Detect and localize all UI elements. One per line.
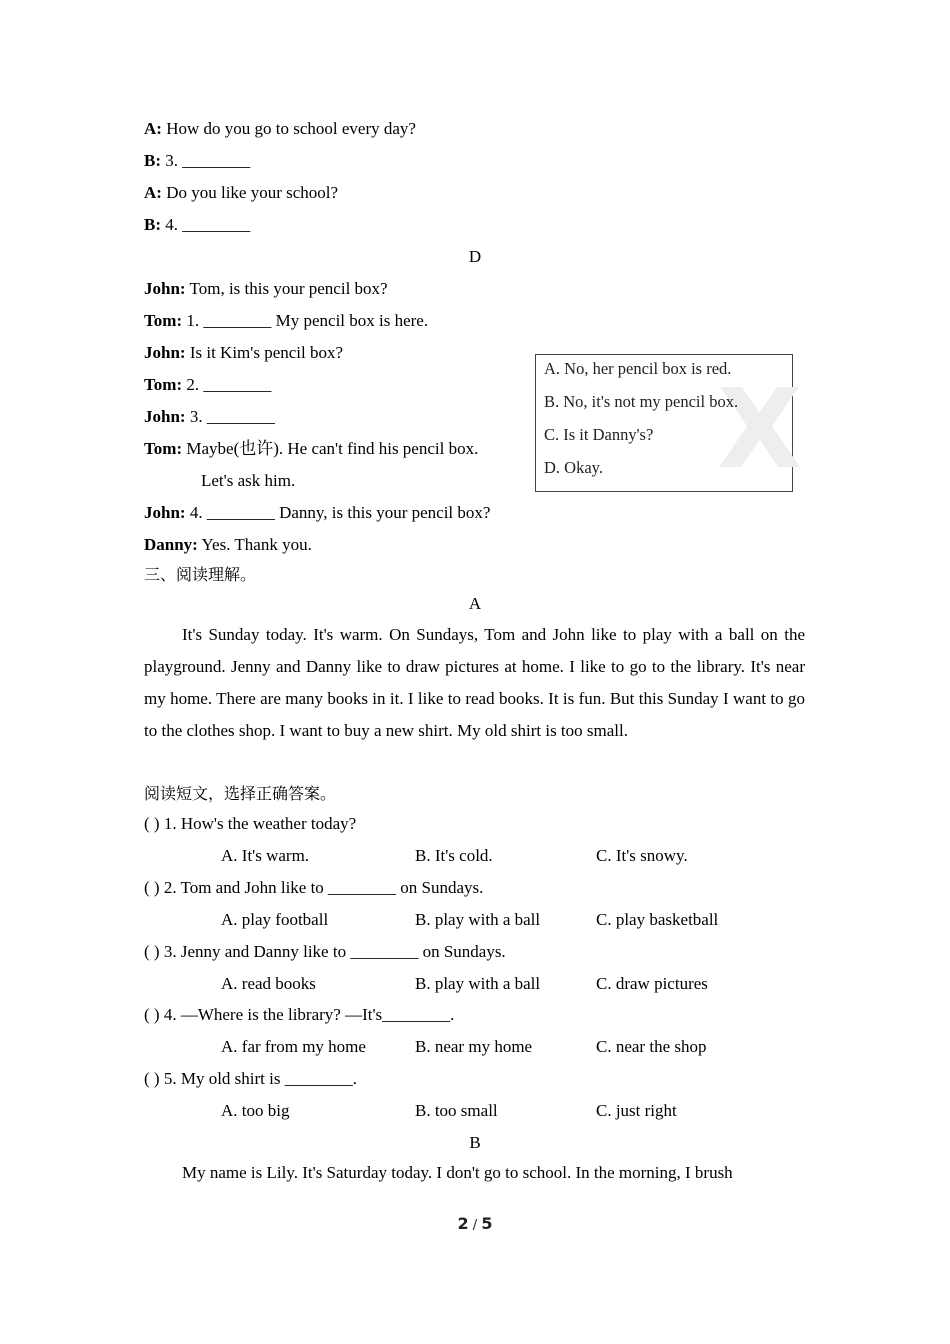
dialogue-line: Tom: 1. ________ My pencil box is here. — [144, 311, 429, 330]
dialogue-line: John: 4. ________ Danny, is this your pencil box? — [144, 503, 491, 522]
passage-b-title: B — [469, 1133, 481, 1152]
option-b: B. It's cold. — [415, 846, 493, 865]
dialogue-line: John: 3. ________ — [144, 407, 275, 426]
dialogue-line: A: How do you go to school every day? — [144, 119, 416, 138]
option-a: A. It's warm. — [221, 846, 310, 865]
dialogue-line: B: 3. ________ — [144, 151, 251, 170]
option-a: A. read books — [221, 974, 316, 993]
question: ( ) 5. My old shirt is ________. — [144, 1069, 357, 1088]
dialogue-line: A: Do you like your school? — [144, 183, 339, 202]
passage-a: It's Sunday today. It's warm. On Sundays, Tom and John like to play with a ball on the playground. Jenny and Danny like to draw pictures at home. I like to go to the library. It's near my home. There are many books in it. I like to read books. It is fun. But this Sunday I want to go to the clothes shop. I want to buy a new shirt. My old shirt is too small. — [144, 625, 805, 740]
section-d-title: D — [468, 247, 482, 266]
option-c: C. just right — [596, 1101, 677, 1120]
watermark: X — [717, 365, 802, 493]
question: ( ) 3. Jenny and Danny like to ________ on Sundays. — [144, 942, 506, 961]
option-b: B. too small — [415, 1101, 498, 1120]
dialogue-line: John: Tom, is this your pencil box? — [144, 279, 388, 298]
question: ( ) 1. How's the weather today? — [144, 814, 357, 833]
option-c: C. It's snowy. — [596, 846, 688, 865]
option-a: A. play football — [221, 910, 329, 929]
choice-option: D. Okay. — [544, 458, 603, 477]
dialogue-line: John: Is it Kim's pencil box? — [144, 343, 344, 362]
question: ( ) 4. —Where is the library? —It's________. — [144, 1005, 455, 1024]
choice-option: A. No, her pencil box is red. — [544, 359, 732, 378]
option-c: C. near the shop — [596, 1037, 707, 1056]
option-b: B. play with a ball — [415, 974, 541, 993]
passage-b: My name is Lily. It's Saturday today. I don't go to school. In the morning, I brush — [182, 1163, 733, 1182]
question: ( ) 2. Tom and John like to ________ on Sundays. — [144, 878, 484, 897]
page-number: 2 / 5 — [457, 1214, 493, 1233]
option-a: A. far from my home — [221, 1037, 366, 1056]
option-c: C. play basketball — [596, 910, 719, 929]
section-heading: 三、阅读理解。 — [144, 565, 257, 584]
passage-a-title: A — [468, 594, 482, 613]
dialogue-line: Let's ask him. — [201, 471, 296, 490]
dialogue-line: Danny: Yes. Thank you. — [144, 535, 312, 554]
choice-option: C. Is it Danny's? — [544, 425, 654, 444]
option-c: C. draw pictures — [596, 974, 708, 993]
option-b: B. near my home — [415, 1037, 533, 1056]
choices-box — [535, 354, 802, 493]
option-a: A. too big — [221, 1101, 290, 1120]
choice-option: B. No, it's not my pencil box. — [544, 392, 739, 411]
option-b: B. play with a ball — [415, 910, 541, 929]
dialogue-line: Tom: Maybe(也许). He can't find his pencil box. — [144, 439, 479, 458]
instruction: 阅读短文，选择正确答案。 — [144, 784, 337, 803]
dialogue-line: Tom: 2. ________ — [144, 375, 272, 394]
dialogue-line: B: 4. ________ — [144, 215, 251, 234]
